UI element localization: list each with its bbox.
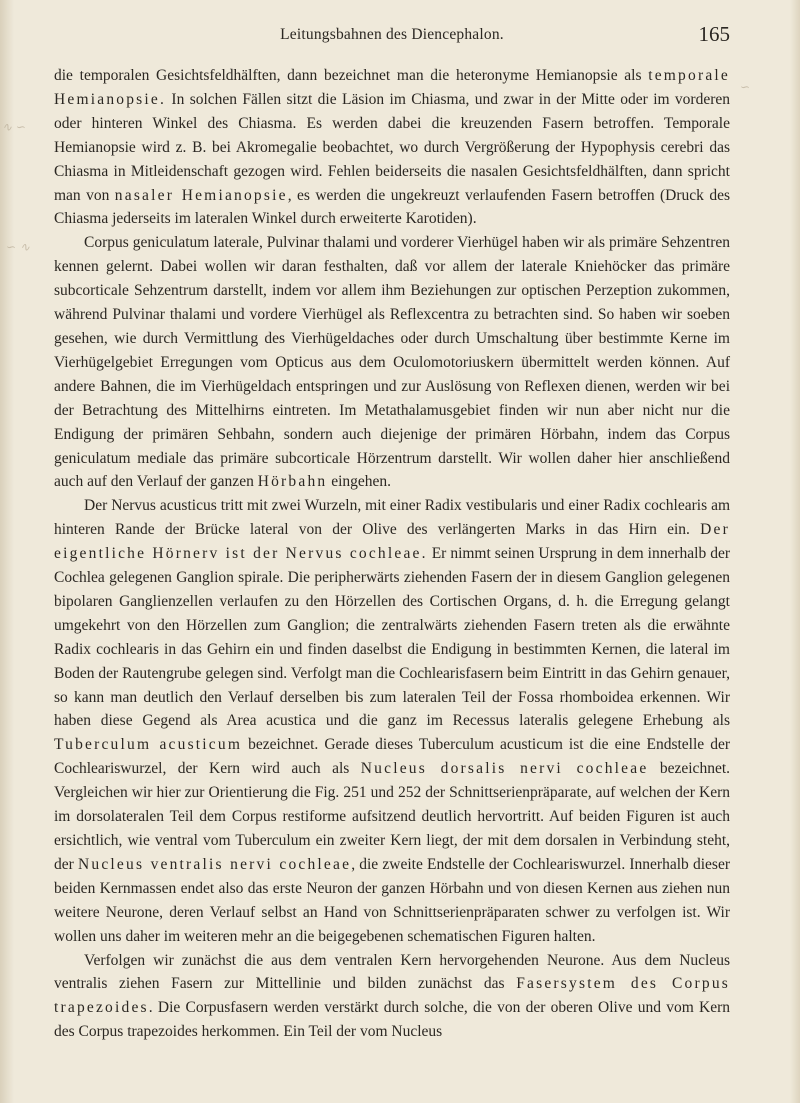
emphasized-term: nasaler Hemianopsie	[114, 186, 288, 204]
bleed-through-marks: ∿ ∽	[2, 120, 26, 134]
text-segment: Er nimmt seinen Ursprung in dem innerhalb der Cochlea gelegenen Ganglion spirale. Die peripherwärts ziehenden Fasern der in diesem Ganglion gelegenen bipolaren Ganglienzellen verlaufen zu den Hörzellen des Cortischen Organs, d. h. die Erregung gelangt umgekehrt von den Hörzellen zum Ganglion; die zentralwärts ziehenden Fasern treten als die erwähnte Radix cochlearis in das Gehirn ein und finden daselbst die Endigung in bestimmten Kernen, die lateral im Boden der Rautengrube gelegen sind. Verfolgt man die Cochlearisfasern beim Eintritt in das Gehirn genauer, so kann man deutlich den Verlauf derselben bis zum lateralen Teil der Fossa rhomboidea erkennen. Wir haben diese Gegend als Area acustica und die ganz im Recessus lateralis gelegene Erhebung als	[54, 545, 730, 730]
text-segment: Verfolgen wir zunächst die aus dem ventralen Kern hervorgehenden Neurone. Aus dem Nucleus ventralis ziehen Fasern zur Mittellinie und bilden zunächst das	[54, 951, 730, 993]
bleed-through-marks: ∽ ∿	[6, 240, 30, 254]
emphasized-term: temporale Hemianopsie.	[54, 67, 730, 108]
text-segment: , es werden die ungekreuzt verlaufenden Fasern betroffen (Druck des Chiasma jederseits im lateralen Winkel durch erweiterte Karotiden).	[54, 186, 731, 228]
emphasized-term: Tuberculum acusticum	[54, 736, 243, 754]
emphasized-term: Fasersystem des Corpus trapezoides	[54, 975, 730, 1017]
paragraph	[54, 494, 730, 948]
emphasized-term: Hörbahn	[257, 473, 328, 491]
running-title: Leitungsbahnen des Diencephalon.	[280, 26, 504, 43]
page-header	[54, 24, 730, 52]
page-right-edge	[790, 0, 800, 1103]
text-segment: , die zweite Endstelle der Cochleariswurzel. Innerhalb dieser beiden Kernmassen endet also das erste Neuron der ganzen Hörbahn und von diesen Kernen aus ziehen nun weitere Neurone, deren Verlauf selbst an Hand von Schnittserienpräparaten schwer zu verfolgen ist. Wir wollen uns daher im weiteren mehr an die beigegebenen schematischen Figuren halten.	[54, 855, 730, 945]
page-left-edge	[0, 0, 14, 1103]
text-segment: . Die Corpusfasern werden verstärkt durch solche, die von der oberen Olive und vom Kern des Corpus trapezoides herkommen. Ein Teil der vom Nucleus	[54, 999, 730, 1041]
paragraph	[54, 231, 730, 494]
text-segment: eingehen.	[327, 473, 392, 491]
paragraph	[54, 64, 730, 231]
body-text	[54, 64, 730, 1044]
page-number: 165	[698, 22, 730, 46]
text-segment: Der Nervus acusticus tritt mit zwei Wurzeln, mit einer Radix vestibularis und einer Radix cochlearis am hinteren Rande der Brücke lateral von der Olive des verlängerten Marks in das Hirn ein.	[54, 497, 730, 539]
emphasized-term: Nucleus ventralis nervi cochleae	[77, 855, 352, 873]
text-segment: bezeichnet. Vergleichen wir hier zur Orientierung die Fig. 251 und 252 der Schnittserienpräparate, auf welchen der Kern im dorsolateralen Teil dem Corpus restiforme aufsitzend deutlich hervortritt. Auf beiden Figuren ist auch ersichtlich, wie ventral vom Tuberculum ein zweiter Kern liegt, der mit dem dorsalen in Verbindung steht, der	[54, 760, 731, 873]
paragraph	[54, 949, 730, 1045]
bleed-through-marks: ∽	[740, 80, 751, 94]
emphasized-term: Nucleus dorsalis nervi cochleae	[360, 760, 649, 778]
emphasized-term: Der eigentliche Hörnerv ist der Nervus cochleae.	[54, 521, 730, 563]
text-segment: Corpus geniculatum laterale, Pulvinar thalami und vorderer Vierhügel haben wir als primäre Sehzentren kennen gelernt. Dabei wollen wir daran festhalten, daß vor allem der laterale Kniehöcker das primäre subcorticale Sehzentrum darstellt, indem vor allem ihm Beziehungen zur optischen Perzeption zukommen, während Pulvinar thalami und vordere Vierhügel als Reflexcentra zu betrachten sind. So haben wir soeben gesehen, wie durch Vermittlung des Vierhügeldaches oder durch Umschaltung über bestimmte Kerne im Vierhügelgebiet Erregungen vom Opticus aus dem Oculomotoriuskern übermittelt werden können. Auf andere Bahnen, die im Vierhügeldach entspringen und zur Auslösung von Reflexen dienen, werden wir bei der Betrachtung des Mittelhirns eintreten. Im Metathalamusgebiet finden wir nun aber nicht nur die Endigung der primären Sehbahn, sondern auch diejenige der primären Hörbahn, indem das Corpus geniculatum mediale das primäre subcorticale Hörzentrum darstellt. Wir wollen daher hier anschließend auch auf den Verlauf der ganzen	[54, 234, 730, 491]
text-segment: bezeichnet. Gerade dieses Tuberculum acusticum ist die eine Endstelle der Cochleariswurzel, der Kern wird auch als	[54, 736, 730, 778]
text-segment: In solchen Fällen sitzt die Läsion im Chiasma, und zwar in der Mitte oder im vorderen oder hinteren Winkel des Chiasma. Es werden dabei die kreuzenden Fasern betroffen. Temporale Hemianopsie wird z. B. bei Akromegalie beobachtet, wo durch Vergrößerung der Hypophysis cerebri das Chiasma in Mitleidenschaft gezogen wird. Fehlen beiderseits die nasalen Gesichtsfeldhälften, dann spricht man von	[54, 90, 730, 204]
text-segment: die temporalen Gesichtsfeldhälften, dann bezeichnet man die heteronyme Hemianopsie als	[54, 67, 649, 84]
